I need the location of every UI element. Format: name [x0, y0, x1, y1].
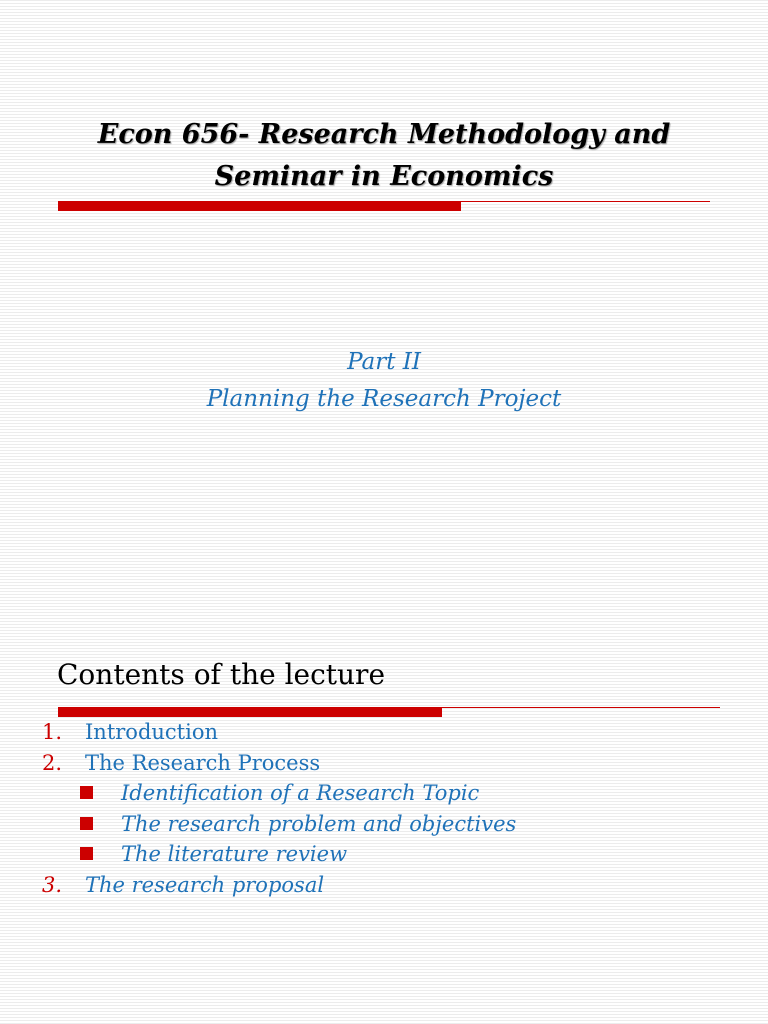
list-item-text: The Research Process — [85, 750, 321, 775]
sub-list-item-text: The literature review — [121, 842, 348, 866]
list-item-text: The research proposal — [85, 872, 325, 897]
list-item — [0, 870, 768, 901]
slide-title-line-1: Econ 656- Research Methodology and — [97, 119, 671, 150]
part-title: Planning the Research Project — [206, 386, 562, 412]
square-bullet-icon — [80, 817, 93, 830]
sub-list-item-text: The research problem and objectives — [121, 811, 517, 836]
contents-divider-thick — [58, 708, 442, 717]
square-bullet-icon — [80, 847, 93, 860]
slide-title — [60, 114, 708, 198]
contents-heading: Contents of the lecture — [57, 658, 386, 691]
list-item-number: 1. — [42, 720, 63, 744]
list-item-number: 3. — [42, 872, 63, 897]
sub-list-item — [0, 778, 768, 809]
list-item-number: 2. — [42, 750, 63, 775]
square-bullet-icon — [80, 786, 93, 799]
slide-title-line-2: Seminar in Economics — [214, 161, 554, 192]
list-item — [0, 748, 768, 779]
part-label: Part II — [347, 349, 421, 375]
contents-list — [0, 717, 768, 900]
sub-list-item-text: Identification of a Research Topic — [121, 781, 480, 805]
list-item — [0, 717, 768, 748]
contents-slide — [0, 512, 768, 1024]
sub-list-item — [0, 809, 768, 840]
title-divider-thick — [58, 202, 461, 211]
slide-subtitle — [60, 344, 708, 418]
list-item-text: Introduction — [85, 720, 218, 744]
sub-list-item — [0, 839, 768, 870]
